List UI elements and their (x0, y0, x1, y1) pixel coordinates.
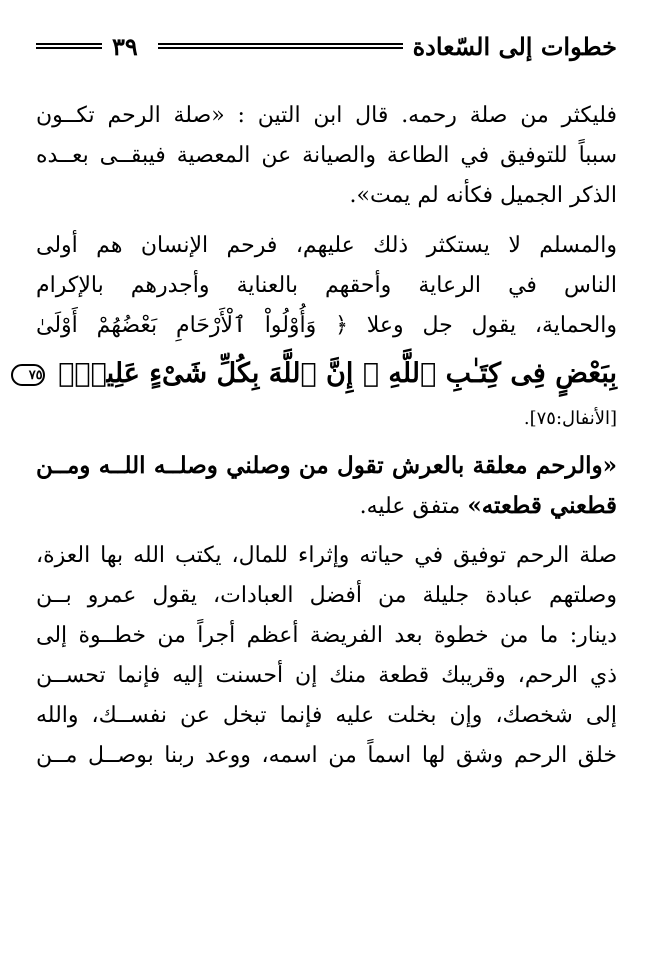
text-line: دينار: ما من خطوة بعد الفريضة أعظم أجراً من خطــوة إلى (36, 623, 617, 648)
paragraph-gap (36, 436, 617, 446)
quran-verse-line (28, 346, 617, 402)
book-title: خطوات إلى السّعادة (412, 31, 617, 61)
text-line: فليكثر من صلة رحمه. قال ابن التين : «صلة الرحم تكــون (36, 103, 617, 128)
text-line: خلق الرحم وشق لها اسماً من اسمه، ووعد ربنا بوصــل مــن (36, 743, 617, 768)
text-line: صلة الرحم توفيق في حياته وإثراء للمال، يكتب الله بها العزة، (36, 543, 617, 568)
text-line: وصلتهم عبادة جليلة من أفضل العبادات، يقول عمرو بــن (36, 583, 617, 608)
text-line: الناس في الرعاية وأحقهم بالعناية وأجدرهم بالإكرام (36, 273, 617, 298)
hadith-source: متفق عليه. (359, 494, 461, 519)
header-rule-short (36, 43, 102, 49)
paragraph-gap (36, 216, 617, 226)
paragraph-gap (36, 526, 617, 536)
text-line: والحماية، يقول جل وعلا ﴿ وَأُوْلُواْ ٱلْأَرْحَامِ بَعْضُهُمْ أَوْلَىٰ (36, 313, 617, 338)
text-line: والمسلم لا يستكثر ذلك عليهم، فرحم الإنسان هم أولى (36, 233, 617, 258)
hadith-line: «والرحم معلقة بالعرش تقول من وصلني وصلــه اللــه ومــن (36, 452, 617, 479)
page-body (28, 96, 617, 776)
text-line: إلى شخصك، وإن بخلت عليه فإنما تبخل عن نفســك، والله (36, 703, 617, 728)
hadith-line-end (36, 486, 617, 526)
ayah-number-mark: ٧٥ (11, 364, 45, 386)
text-line: الذكر الجميل فكأنه لم يمت». (349, 183, 617, 208)
page-header (36, 26, 617, 66)
header-rule-long (158, 43, 403, 49)
text-line: ذي الرحم، وقريبك قطعة منك إن أحسنت إليه فإنما تحســن (36, 663, 617, 688)
hadith-text: قطعني قطعته» (467, 492, 617, 519)
text-line: سبباً للتوفيق في الطاعة والصيانة عن المعصية فيبقــى بعــده (36, 143, 617, 168)
page-number: ٣٩ (112, 31, 138, 61)
quran-verse-text: بِبَعْضٍ فِى كِتَـٰبِ ٱللَّهِ ۚ إِنَّ ٱللَّهَ بِكُلِّ شَىْءٍ عَلِيمٌۢ (58, 358, 617, 389)
quran-reference: [الأنفال:٧٥]. (523, 408, 617, 429)
